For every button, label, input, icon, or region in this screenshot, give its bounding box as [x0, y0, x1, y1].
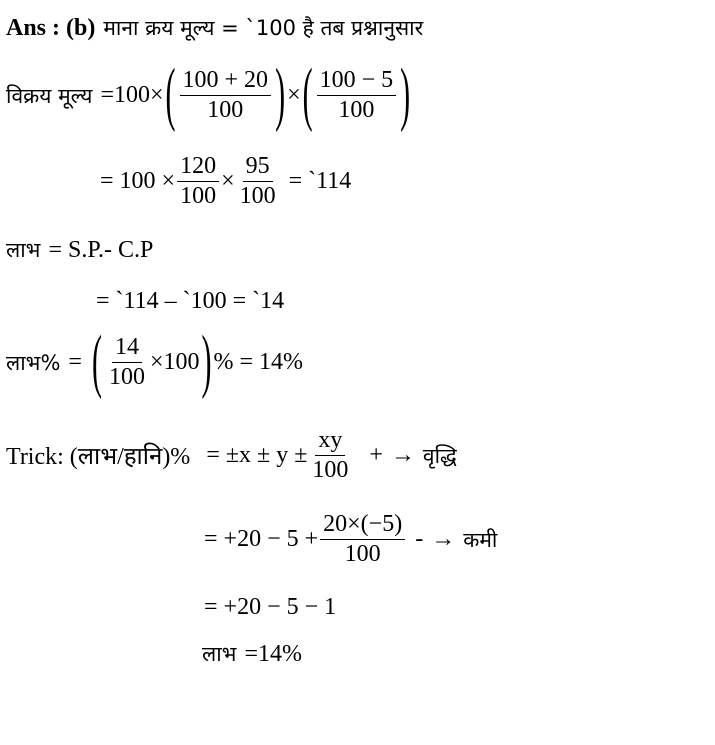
fraction-denominator: 100	[180, 183, 217, 210]
calculation-line	[100, 154, 351, 209]
fraction-denominator: 100	[239, 183, 276, 210]
step-expression: = +20 − 5 +	[204, 526, 319, 553]
profit-label: लाभ	[6, 238, 41, 262]
final-profit-value: =14%	[244, 640, 302, 667]
right-paren: )	[400, 55, 411, 134]
times-sign: ×	[287, 82, 301, 109]
profit-percent-result: % = 14%	[213, 349, 304, 376]
calculation-head: = 100 ×	[100, 168, 176, 195]
minus-sign: -	[415, 526, 424, 553]
right-arrow-icon: →	[390, 442, 415, 469]
fraction-numerator: 120	[177, 154, 219, 182]
equals-sign: =	[68, 349, 82, 376]
fraction-numerator: 100 − 5	[317, 68, 397, 96]
fraction-denominator: 100	[338, 97, 375, 124]
fraction	[320, 512, 405, 567]
fraction-denominator: 100	[344, 541, 381, 568]
answer-line	[6, 14, 423, 42]
profit-percent-line	[6, 322, 304, 401]
fraction	[237, 154, 279, 209]
fraction-numerator: 14	[112, 335, 142, 363]
trick-label: Trick: (लाभ/हानि)%	[6, 444, 191, 471]
fraction-numerator: 20×(−5)	[320, 512, 405, 540]
step-expression: = +20 − 5 − 1	[204, 594, 337, 620]
profit-formula: = S.P.- C.P	[48, 236, 154, 263]
fraction	[180, 68, 272, 123]
left-paren: (	[165, 55, 176, 134]
left-paren: (	[302, 55, 313, 134]
increase-word: वृद्धि	[422, 443, 457, 468]
answer-prefix: Ans : (b)	[6, 14, 96, 41]
fraction-numerator: xy	[315, 428, 345, 456]
selling-price-line	[6, 55, 412, 134]
final-profit-label: लाभ	[202, 642, 237, 666]
profit-value: = `114 – `100 = `14	[96, 288, 285, 314]
fraction	[177, 154, 219, 209]
right-arrow-icon: →	[431, 526, 456, 553]
answer-statement: माना क्रय मूल्य = `100 है तब प्रश्नानुसार	[103, 16, 424, 40]
multiplier: ×100	[149, 349, 200, 376]
right-paren: )	[201, 322, 212, 401]
final-result-line	[202, 640, 302, 668]
profit-value-line	[96, 288, 284, 315]
fraction-denominator: 100	[312, 457, 349, 484]
fraction	[309, 428, 351, 483]
fraction-numerator: 95	[243, 154, 273, 182]
trick-expression: = ±x ± y ±	[206, 442, 308, 469]
fraction-numerator: 100 + 20	[180, 68, 272, 96]
left-paren: (	[91, 322, 102, 401]
fraction-denominator: 100	[108, 364, 145, 391]
plus-sign: +	[369, 442, 383, 469]
times-sign: ×	[221, 168, 235, 195]
selling-price-head: =100×	[100, 82, 164, 109]
fraction	[106, 335, 148, 390]
selling-price-label: विक्रय मूल्य	[6, 83, 93, 108]
trick-step-1	[204, 512, 497, 567]
profit-percent-label: लाभ%	[6, 350, 61, 375]
calculation-result: = `114	[288, 168, 352, 195]
right-paren: )	[275, 55, 286, 134]
fraction	[317, 68, 397, 123]
trick-line	[6, 428, 457, 483]
trick-step-2	[204, 594, 336, 621]
profit-formula-line	[6, 236, 153, 264]
fraction-denominator: 100	[207, 97, 244, 124]
decrease-word: कमी	[463, 527, 498, 552]
